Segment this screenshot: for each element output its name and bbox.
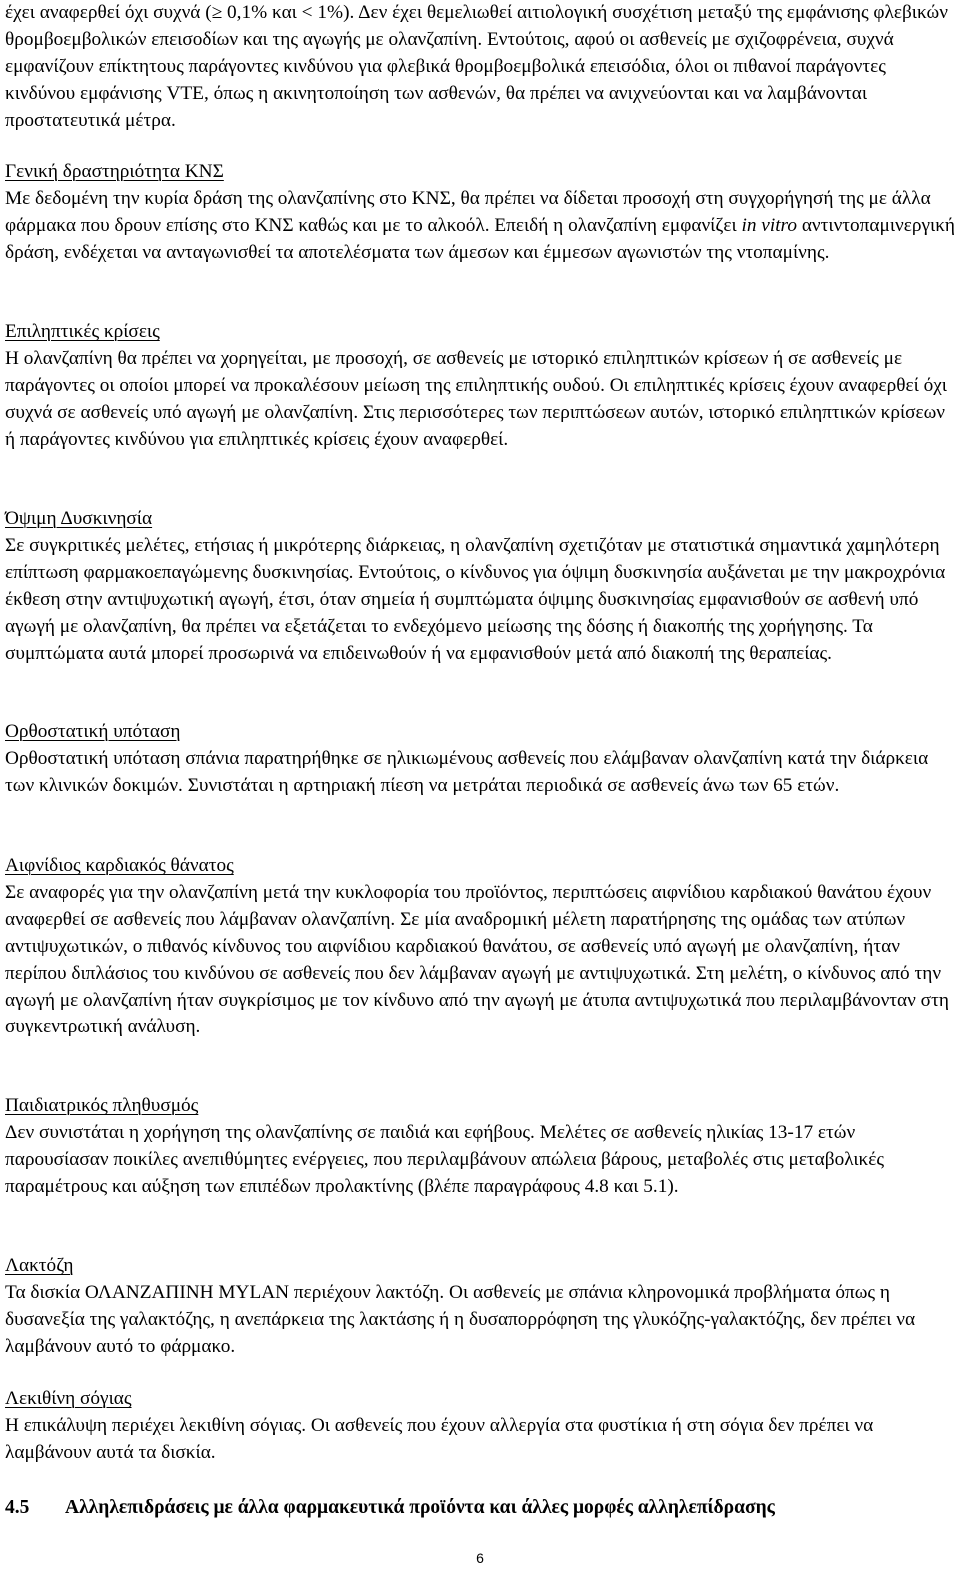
section-heading: Όψιμη Δυσκινησία xyxy=(5,508,153,529)
section-text: Η ολανζαπίνη θα πρέπει να χορηγείται, με προσοχή, σε ασθενείς με ιστορικό επιληπτικών κρίσεων ή σε ασθενείς με παράγοντες οι οποίοι μπορεί να προκαλέσουν μείωση της επιληπτικής ουδού. Οι επιληπτικές κρίσεις έχουν αναφερθεί όχι συχνά σε ασθενείς υπό αγωγή με ολανζαπίνη. Στις περισσότερες των περιπτώσεων αυτών, ιστορικό επιληπτικών κρίσεων ή παράγοντες κινδύνου για επιληπτικές κρίσεις έχουν αναφερθεί. xyxy=(5,347,947,450)
section-cns xyxy=(5,159,955,267)
section-text: Σε αναφορές για την ολανζαπίνη μετά την κυκλοφορία του προϊόντος, περιπτώσεις αιφνίδιου καρδιακού θανάτου έχουν αναφερθεί σε ασθενείς που λάμβαναν ολανζαπίνη. Σε μία αναδρομική μέλετη παρατήρησης της ομάδας των ατύπων αντιψυχωτικών, ο πιθανός κίνδυνος του αιφνίδιου καρδιακού θανάτου, σε ασθενείς υπό αγωγή με ολανζαπίνη, ήταν περίπου διπλάσιος του κινδύνου σε ασθενείς που δεν λάμβαναν αγωγή με αντιψυχωτικά. Στη μελέτη, ο κίνδυνος από την αγωγή με ολανζαπίνη ήταν συγκρίσιμος με τον κίνδυνο από την αγωγή με άτυπα αντιψυχωτικά που περιλαμβάνονταν στη συγκεντρωτική ανάλυση. xyxy=(5,881,949,1038)
section-text: Δεν συνιστάται η χορήγηση της ολανζαπίνης σε παιδιά και εφήβους. Μελέτες σε ασθενείς ηλικίας 13-17 ετών παρουσίασαν ποικίλες ανεπιθύμητες ενέργειες, που περιλαμβάνουν απώλεια βάρους, μεταβολές στις μεταβολικές παραμέτρους και αύξηση των επιπέδων προλακτίνης (βλέπε παραγράφους 4.8 και 5.1). xyxy=(5,1121,884,1197)
section-4-5-heading xyxy=(5,1495,955,1521)
section-heading: Επιληπτικές κρίσεις xyxy=(5,321,160,342)
section-orthostatic-hypotension xyxy=(5,719,955,800)
section-number: 4.5 xyxy=(5,1497,30,1518)
section-title: Αλληλεπιδράσεις με άλλα φαρμακευτικά προϊόντα και άλλες μορφές αλληλεπίδρασης xyxy=(65,1497,775,1518)
section-heading: Ορθοστατική υπόταση xyxy=(5,721,181,742)
section-seizures xyxy=(5,319,955,454)
section-soy-lecithin xyxy=(5,1386,955,1467)
section-heading: Παιδιατρικός πληθυσμός xyxy=(5,1095,199,1116)
section-pediatric xyxy=(5,1093,955,1201)
section-tardive-dyskinesia xyxy=(5,506,955,667)
section-lactose xyxy=(5,1253,955,1361)
section-text: Με δεδομένη την κυρία δράση της ολανζαπίνης στο ΚΝΣ, θα πρέπει να δίδεται προσοχή στη συγχορήγησή της με άλλα φάρμακα που δρουν επίσης στο ΚΝΣ καθώς και με το αλκοόλ. Επειδή η ολανζαπίνη εμφανίζει in vitro αντιντοπαμινεργική δράση, ενδέχεται να ανταγωνισθεί τα αποτελέσματα των άμεσων και έμμεσων αγωνιστών της ντοπαμίνης. xyxy=(5,187,955,263)
section-heading: Λακτόζη xyxy=(5,1255,74,1276)
section-text: Ορθοστατική υπόταση σπάνια παρατηρήθηκε σε ηλικιωμένους ασθενείς που ελάμβαναν ολανζαπίνη κατά την διάρκεια των κλινικών δοκιμών. Συνιστάται η αρτηριακή πίεση να μετράται περιοδικά σε ασθενείς άνω των 65 ετών. xyxy=(5,747,929,796)
section-heading: Γενική δραστηριότητα ΚΝΣ xyxy=(5,161,224,182)
intro-paragraph xyxy=(5,0,955,135)
intro-text: έχει αναφερθεί όχι συχνά (≥ 0,1% και < 1%). Δεν έχει θεμελιωθεί αιτιολογική συσχέτιση μεταξύ της εμφάνισης φλεβικών θρομβοεμβολικών επεισοδίων και της αγωγής με ολανζαπίνη. Εντούτοις, αφού οι ασθενείς με σχιζοφρένεια, συχνά εμφανίζουν επίκτητους παράγοντες κινδύνου για φλεβικά θρομβοεμβολικά επεισόδια, όλοι οι πιθανοί παράγοντες κινδύνου εμφάνισης VTE, όπως η ακινητοποίηση των ασθενών, θα πρέπει να ανιχνεύονται και να λαμβάνονται προστατευτικά μέτρα. xyxy=(5,2,948,131)
section-heading: Λεκιθίνη σόγιας xyxy=(5,1388,132,1409)
section-text: Σε συγκριτικές μελέτες, ετήσιας ή μικρότερης διάρκειας, η ολανζαπίνη σχετιζόταν με στατιστικά σημαντικά χαμηλότερη επίπτωση φαρμακοεπαγώμενης δυσκινησίας. Εντούτοις, ο κίνδυνος για όψιμη δυσκινησία αυξάνεται με την μακροχρόνια έκθεση στην αντιψυχωτική αγωγή, έτσι, όταν σημεία ή συμπτώματα όψιμης δυσκινησίας εμφανισθούν σε ασθενή υπό αγωγή με ολανζαπίνη, θα πρέπει να εξετάζεται το ενδεχόμενο μείωσης της δόσης ή διακοπής της χορήγησης. Τα συμπτώματα αυτά μπορεί προσωρινά να επιδεινωθούν ή να εμφανισθούν μετά από διακοπή της θεραπείας. xyxy=(5,534,946,664)
page-number: 6 xyxy=(476,1550,484,1566)
section-text: Η επικάλυψη περιέχει λεκιθίνη σόγιας. Οι ασθενείς που έχουν αλλεργία στα φυστίκια ή στη σόγια δεν πρέπει να λαμβάνουν αυτά τα δισκία. xyxy=(5,1414,874,1463)
section-sudden-cardiac-death xyxy=(5,853,955,1041)
section-text: Τα δισκία ΟΛΑΝΖΑΠΙΝΗ MYLAN περιέχουν λακτόζη. Οι ασθενείς με σπάνια κληρονομικά προβλήματα όπως η δυσανεξία της γαλακτόζης, η ανεπάρκεια της λακτάσης ή η δυσαπορρόφηση της γλυκόζης-γαλακτόζης, δεν πρέπει να λαμβάνουν αυτό το φάρμακο. xyxy=(5,1281,916,1357)
section-heading: Αιφνίδιος καρδιακός θάνατος xyxy=(5,855,234,876)
